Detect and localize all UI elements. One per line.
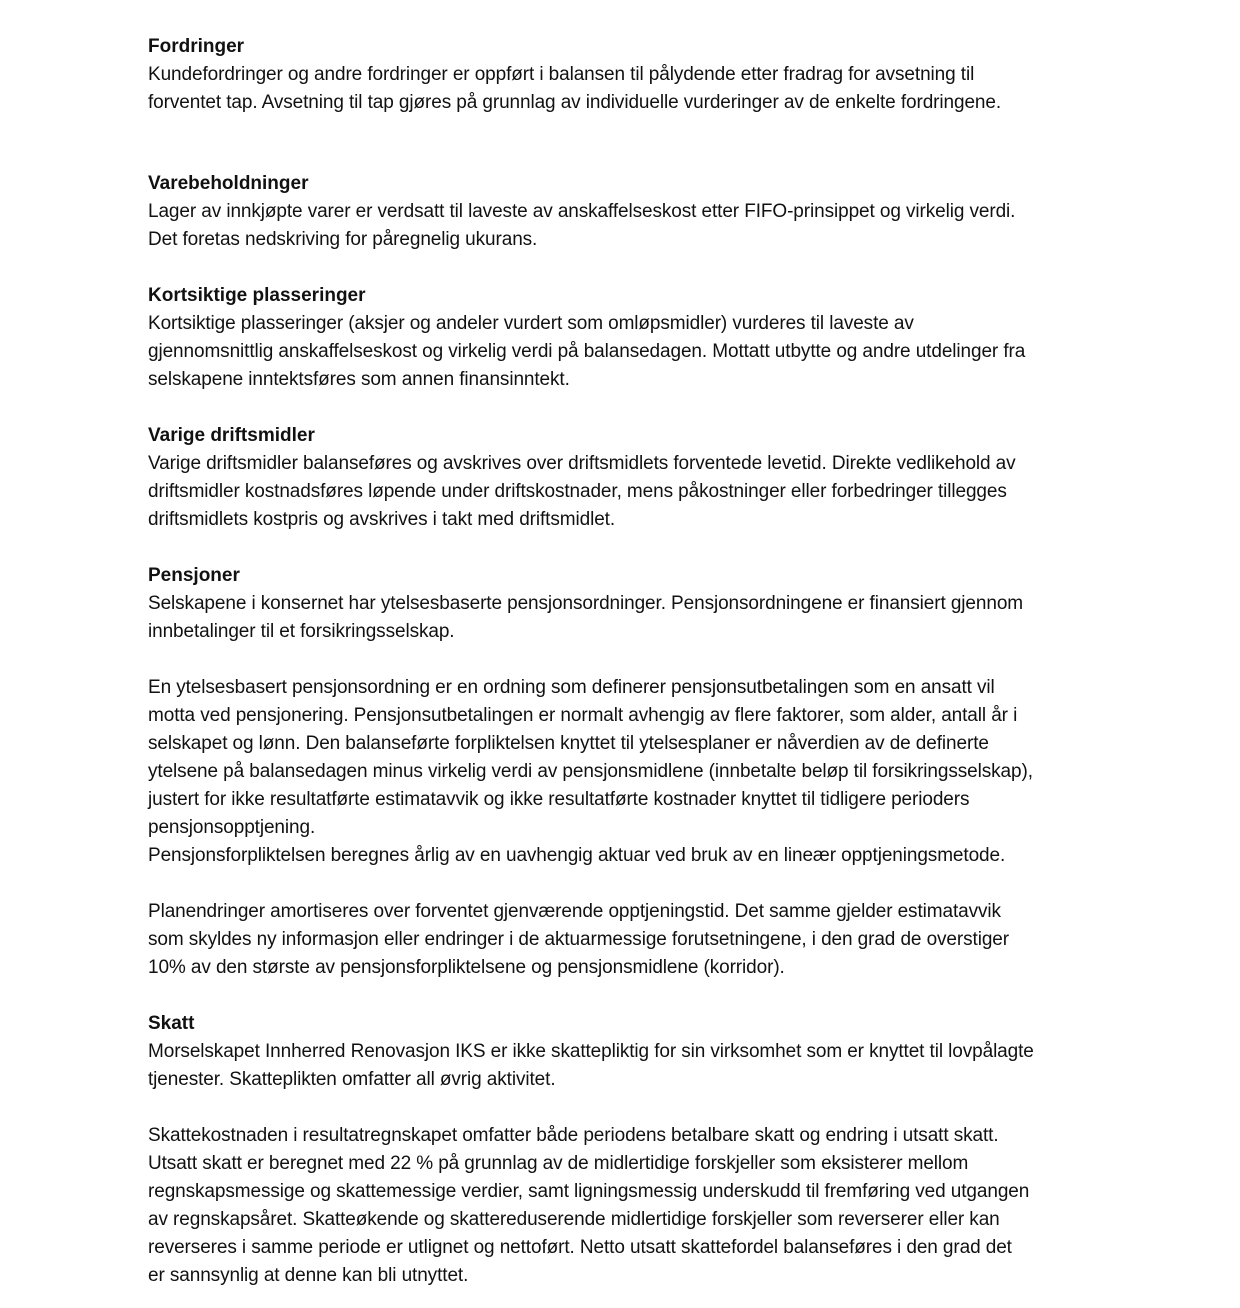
text-line: 10% av den største av pensjonsforpliktelsene og pensjonsmidlene (korridor). [148, 957, 785, 978]
text-line: driftsmidlets kostpris og avskrives i takt med driftsmidlet. [148, 509, 616, 530]
text-line: pensjonsopptjening. [148, 817, 316, 838]
section-varige-driftsmidler [148, 422, 1158, 534]
section-pensjoner [148, 562, 1158, 982]
section-heading: Varige driftsmidler [148, 425, 315, 446]
text-line: justert for ikke resultatførte estimatavvik og ikke resultatførte kostnader knyttet til tidligere perioders [148, 789, 970, 810]
text-line: Selskapene i konsernet har ytelsesbaserte pensjonsordninger. Pensjonsordningene er finansiert gjennom [148, 593, 1024, 614]
text-line: Utsatt skatt er beregnet med 22 % på grunnlag av de midlertidige forskjeller som eksisterer mellom [148, 1153, 969, 1174]
text-line: Kundefordringer og andre fordringer er oppført i balansen til pålydende etter fradrag for avsetning til [148, 64, 975, 85]
text-line: tjenester. Skatteplikten omfatter all øvrig aktivitet. [148, 1069, 556, 1090]
document-page [148, 33, 1158, 1290]
text-line: av regnskapsåret. Skatteøkende og skattereduserende midlertidige forskjeller som reverserer eller kan [148, 1209, 1000, 1230]
section-paragraph [148, 310, 1158, 394]
text-line: gjennomsnittlig anskaffelseskost og virkelig verdi på balansedagen. Mottatt utbytte og andre utdelinger fra [148, 341, 1026, 362]
text-line: Kortsiktige plasseringer (aksjer og andeler vurdert som omløpsmidler) vurderes til laveste av [148, 313, 914, 334]
section-heading: Varebeholdninger [148, 173, 309, 194]
section-paragraph [148, 1038, 1158, 1094]
section-paragraph [148, 674, 1158, 870]
section-paragraph [148, 198, 1158, 254]
section-paragraph [148, 61, 1158, 117]
text-line: er sannsynlig at denne kan bli utnyttet. [148, 1265, 469, 1286]
text-line: Skattekostnaden i resultatregnskapet omfatter både periodens betalbare skatt og endring i utsatt skatt. [148, 1125, 999, 1146]
text-line: selskapene inntektsføres som annen finansinntekt. [148, 369, 570, 390]
text-line: driftsmidler kostnadsføres løpende under driftskostnader, mens påkostninger eller forbedringer tillegges [148, 481, 1007, 502]
text-line: selskapet og lønn. Den balanseførte forpliktelsen knyttet til ytelsesplaner er nåverdien av de definerte [148, 733, 989, 754]
section-paragraph [148, 450, 1158, 534]
text-line: ytelsene på balansedagen minus virkelig verdi av pensjonsmidlene (innbetalte beløp til forsikringsselskap), [148, 761, 1033, 782]
section-heading: Fordringer [148, 36, 245, 57]
text-line: motta ved pensjonering. Pensjonsutbetalingen er normalt avhengig av flere faktorer, som alder, antall år i [148, 705, 1018, 726]
section-fordringer [148, 33, 1158, 117]
section-heading: Kortsiktige plasseringer [148, 285, 366, 306]
text-line: som skyldes ny informasjon eller endringer i de aktuarmessige forutsetningene, i den grad de overstiger [148, 929, 1009, 950]
text-line: Morselskapet Innherred Renovasjon IKS er ikke skattepliktig for sin virksomhet som er knyttet til lovpålagte [148, 1041, 1034, 1062]
section-heading: Pensjoner [148, 565, 240, 586]
text-line: Pensjonsforpliktelsen beregnes årlig av en uavhengig aktuar ved bruk av en lineær opptjeningsmetode. [148, 845, 1006, 866]
text-line: Det foretas nedskriving for påregnelig ukurans. [148, 229, 538, 250]
text-line: forventet tap. Avsetning til tap gjøres på grunnlag av individuelle vurderinger av de enkelte fordringene. [148, 92, 1002, 113]
section-varebeholdninger [148, 170, 1158, 254]
text-line: regnskapsmessige og skattemessige verdier, samt ligningsmessig underskudd til fremføring ved utgangen [148, 1181, 1030, 1202]
section-paragraph [148, 898, 1158, 982]
text-line: innbetalinger til et forsikringsselskap. [148, 621, 455, 642]
section-heading: Skatt [148, 1013, 195, 1034]
section-paragraph [148, 1122, 1158, 1290]
text-line: Varige driftsmidler balanseføres og avskrives over driftsmidlets forventede levetid. Direkte vedlikehold av [148, 453, 1016, 474]
text-line: reverseres i samme periode er utlignet og nettoført. Netto utsatt skattefordel balanseføres i den grad det [148, 1237, 1012, 1258]
text-line: Planendringer amortiseres over forventet gjenværende opptjeningstid. Det samme gjelder estimatavvik [148, 901, 1001, 922]
section-skatt [148, 1010, 1158, 1290]
section-paragraph [148, 590, 1158, 646]
text-line: Lager av innkjøpte varer er verdsatt til laveste av anskaffelseskost etter FIFO-prinsippet og virkelig verdi. [148, 201, 1016, 222]
text-line: En ytelsesbasert pensjonsordning er en ordning som definerer pensjonsutbetalingen som en ansatt vil [148, 677, 995, 698]
section-kortsiktige-plasseringer [148, 282, 1158, 394]
